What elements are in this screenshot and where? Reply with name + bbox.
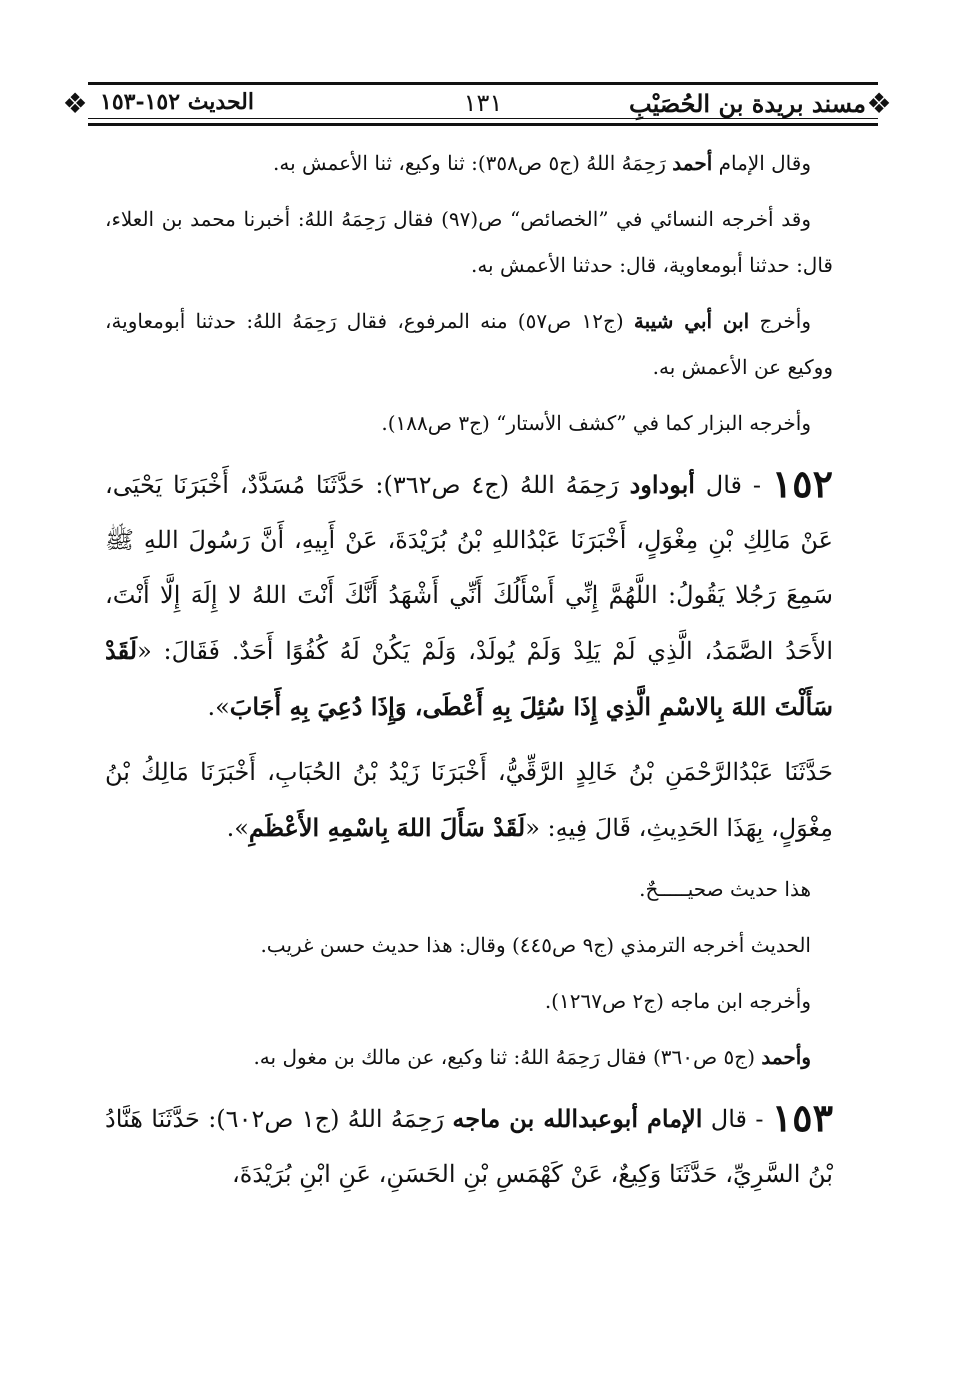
ornament-left-icon: ❖ <box>62 87 88 120</box>
page-content <box>105 140 833 1212</box>
hadith-number: ١٥٢ <box>771 461 833 506</box>
page-header <box>88 82 878 126</box>
hadith-quote: لَقَدْ سَأَلَ اللهَ بِاسْمِهِ الأَعْظَمِ <box>248 813 526 842</box>
paragraph-bazzar: وأخرجه البزار كما في ”كشف الأستار“ (ج٣ ص١٨٨). <box>381 411 811 435</box>
ornament-right-icon: ❖ <box>866 87 892 120</box>
paragraph-nasai: وقد أخرجه النسائي في ”الخصائص“ ص(٩٧) فقال رَحِمَهُ اللهُ: أخبرنا محمد بن العلاء، قال: حدثنا أبومعاوية، قال: حدثنا الأعمش به. <box>105 207 833 277</box>
ibn-majah-note: وأخرجه ابن ماجه (ج٢ ص١٢٦٧). <box>544 989 811 1013</box>
hadith-152: ١٥٢ - قال أبوداود رَحِمَهُ اللهُ (ج٤ ص٣٦٢): حَدَّثَنَا مُسَدَّدٌ، أَخْبَرَنَا يَحْيَى، عَنْ مَالِكِ بْنِ مِغْوَلٍ، أَخْبَرَنَا عَبْدُاللهِ بْنُ بُرَيْدَةَ، عَنْ أَبِيهِ، أَنَّ رَسُولَ اللهِ ﷺ سَمِعَ رَجُلا يَقُولُ: اللَّهُمَّ إِنِّي أَسْأَلُكَ أَنِّي أَشْهَدُ أَنَّكَ أَنْتَ اللهُ لا إِلَهَ إِلَّا أَنْتَ، الأَحَدُ الصَّمَدُ، الَّذِي لَمْ يَلِدْ وَلَمْ يُولَدْ، وَلَمْ يَكُنْ لَهُ كُفُوًا أَحَدٌ. فَقَالَ: «لَقَدْ سَأَلْتَ اللهَ بِالاسْمِ الَّذِي إِذَا سُئِلَ بِهِ أَعْطَى، وَإِذَا دُعِيَ بِهِ أَجَابَ». <box>105 461 833 721</box>
hadith-number: ١٥٣ <box>771 1095 833 1140</box>
hadith-152-second-chain: حَدَّثَنَا عَبْدُالرَّحْمَنِ بْنُ خَالِدٍ الرَّقِّيُّ، أَخْبَرَنَا زَيْدُ بْنُ الحُبَابِ، أَخْبَرَنَا مَالِكُ بْنُ مِغْوَلٍ، بِهَذَا الحَدِيثِ، قَالَ فِيهِ: «لَقَدْ سَأَلَ اللهَ بِاسْمِهِ الأَعْظَمِ». <box>105 758 833 842</box>
tirmidhi-note: الحديث أخرجه الترمذي (ج٩ ص٤٤٥) وقال: هذا حديث حسن غريب. <box>260 933 811 957</box>
hadith-quote: لَقَدْ سَأَلْتَ اللهَ بِالاسْمِ الَّذِي إِذَا سُئِلَ بِهِ أَعْطَى، وَإِذَا دُعِيَ بِهِ أَجَابَ <box>105 636 833 721</box>
hadith-narrator: أبوداود <box>629 470 695 499</box>
hadith-range: الحديث ١٥٢-١٥٣ <box>100 89 254 115</box>
grading-note: هذا حديث صحيـــــحٌ. <box>639 877 811 901</box>
book-title: مسند بريدة بن الحُصَيْبِ <box>629 89 866 118</box>
paragraph-ibn-abi-shaybah: وأخرج ابن أبي شيبة (ج١٢ ص٥٧) منه المرفوع، فقال رَحِمَهُ اللهُ: حدثنا أبومعاوية، ووكيع عن الأعمش به. <box>105 309 833 379</box>
ahmad-note: وأحمد (ج٥ ص٣٦٠) فقال رَحِمَهُ اللهُ: ثنا وكيع، عن مالك بن مغول به. <box>253 1045 811 1069</box>
hadith-narrator: الإمام أبوعبدالله بن ماجه <box>452 1104 703 1133</box>
paragraph-ahmad: وقال الإمام أحمد رَحِمَهُ اللهُ (ج٥ ص٣٥٨): ثنا وكيع، ثنا الأعمش به. <box>273 151 811 175</box>
hadith-153: ١٥٣ - قال الإمام أبوعبدالله بن ماجه رَحِمَهُ اللهُ (ج١ ص٦٠٢): حَدَّثَنَا هَنَّادُ بْنُ السَّرِيِّ، حَدَّثَنَا وَكِيعٌ، عَنْ كَهْمَسِ بْنِ الحَسَنِ، عَنِ ابْنِ بُرَيْدَةَ، <box>105 1095 833 1188</box>
page-number: ١٣١ <box>463 89 503 117</box>
